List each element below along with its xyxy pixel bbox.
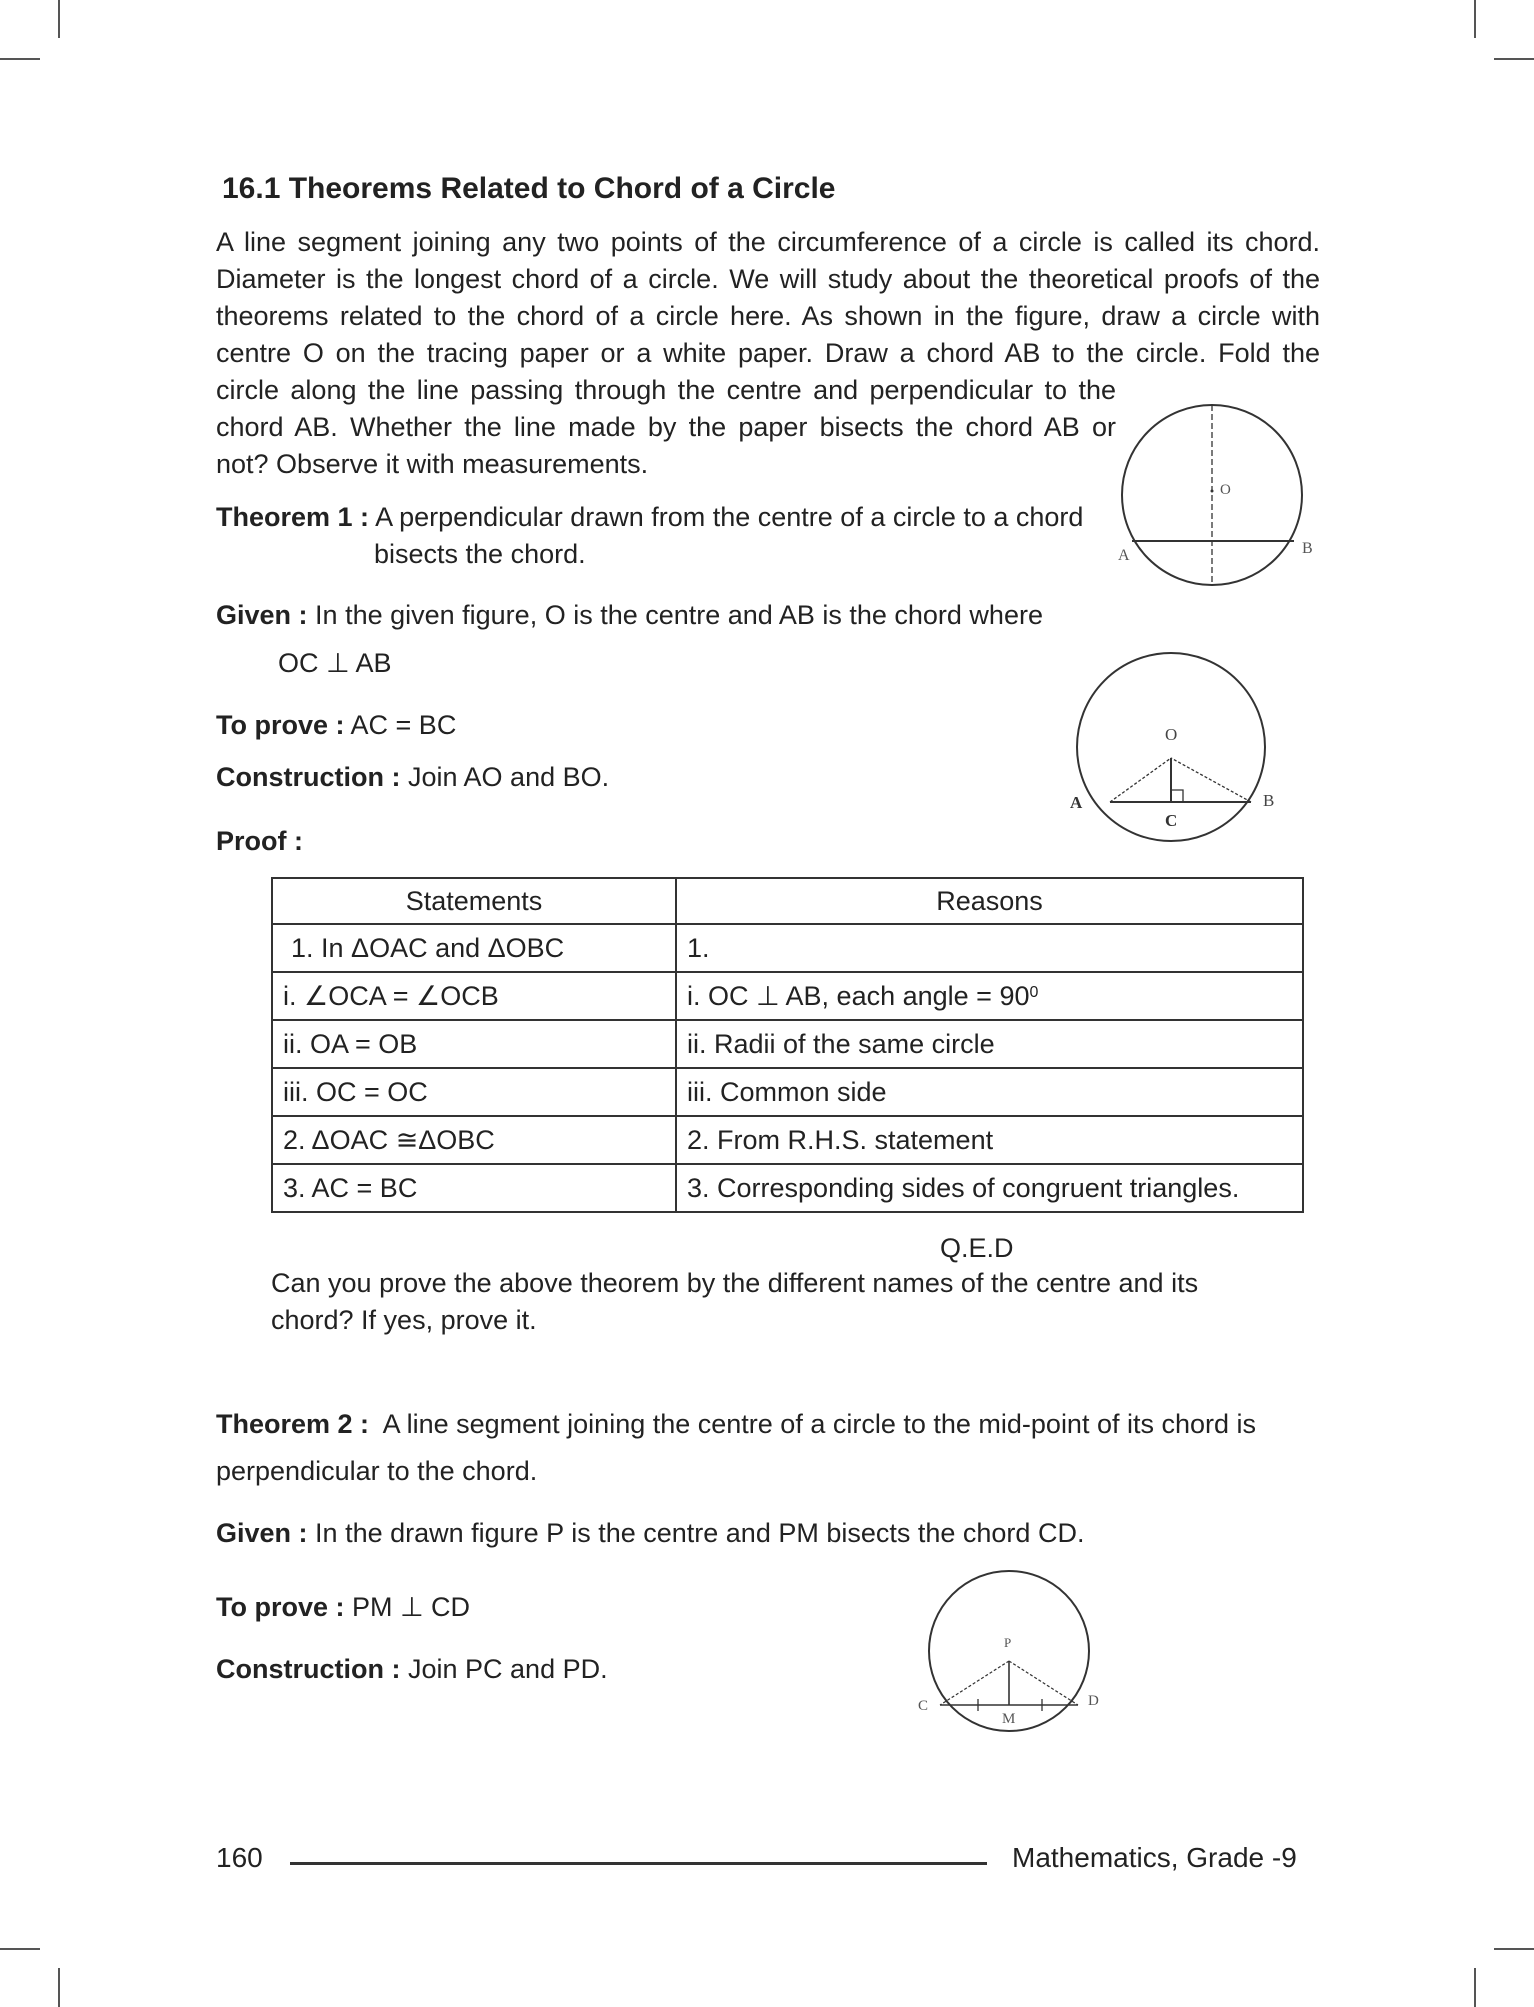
statement-cell: 2. ΔOAC ≅ΔOBC (272, 1116, 676, 1164)
table-header-row (272, 878, 1303, 924)
crop-mark (0, 58, 40, 60)
theorem1-text-line2: bisects the chord. (374, 539, 586, 569)
label-d: D (1088, 1693, 1099, 1709)
table-row (272, 924, 1303, 972)
label-b: B (1263, 791, 1275, 810)
statements-header: Statements (272, 878, 676, 924)
theorem1-construction (216, 762, 609, 793)
label-o: O (1220, 482, 1231, 498)
reason-cell: 1. (676, 924, 1303, 972)
intro-line: circle along the line passing through the centre and perpendicular to the (216, 375, 1116, 405)
intro-line: Diameter is the longest chord of a circle. We will study about the theoretical proofs of the (216, 264, 1320, 294)
theorem2-label: Theorem 2 : (216, 1409, 370, 1439)
crop-mark (0, 1948, 40, 1950)
theorem2-given (216, 1518, 1084, 1549)
section-heading: 16.1 Theorems Related to Chord of a Circle (222, 172, 836, 205)
theorem2-text-line2: perpendicular to the chord. (216, 1456, 538, 1486)
reason-cell: 2. From R.H.S. statement (676, 1116, 1303, 1164)
degree-superscript: 0 (1029, 983, 1039, 1001)
label-a: A (1070, 793, 1083, 812)
theorem1-label: Theorem 1 : (216, 502, 370, 532)
construction-text: Join PC and PD. (408, 1654, 608, 1684)
footer-rule (290, 1862, 987, 1865)
qed-label: Q.E.D (940, 1233, 1014, 1263)
to-prove-text: PM ⊥ CD (352, 1592, 471, 1622)
construction-text: Join AO and BO. (408, 762, 610, 792)
theorem2-construction (216, 1654, 608, 1685)
to-prove-label: To prove : (216, 1592, 345, 1622)
to-prove-label: To prove : (216, 710, 345, 740)
label-a: A (1118, 547, 1130, 564)
theorem2-to-prove (216, 1592, 470, 1623)
centre-point (1211, 490, 1214, 493)
table-row (272, 1116, 1303, 1164)
intro-line: A line segment joining any two points of the circumference of a circle is called its chord. (216, 227, 1320, 257)
crop-mark (1494, 58, 1534, 60)
proof-label: Proof : (216, 826, 303, 856)
reason-cell: iii. Common side (676, 1068, 1303, 1116)
proof-table (271, 877, 1304, 1213)
statement-cell: 3. AC = BC (272, 1164, 676, 1212)
crop-mark (58, 1968, 60, 2007)
crop-mark (1474, 1968, 1476, 2007)
intro-line: centre O on the tracing paper or a white paper. Draw a chord AB to the circle. Fold the (216, 338, 1320, 368)
intro-line: chord AB. Whether the line made by the paper bisects the chord AB or (216, 412, 1116, 442)
segment-pc (940, 1661, 1009, 1705)
reason-cell: 3. Corresponding sides of congruent triangles. (676, 1164, 1303, 1212)
given-label: Given : (216, 600, 308, 630)
theorem1-statement (216, 502, 1083, 533)
intro-line: theorems related to the chord of a circle here. As shown in the figure, draw a circle with (216, 301, 1320, 331)
given-line2: OC ⊥ AB (278, 648, 392, 678)
reason-cell (676, 972, 1303, 1020)
theorem2-text: A line segment joining the centre of a circle to the mid-point of its chord is (382, 1409, 1257, 1439)
crop-mark (1474, 0, 1476, 38)
given-text: In the drawn figure P is the centre and PM bisects the chord CD. (315, 1518, 1085, 1548)
construction-label: Construction : (216, 1654, 401, 1684)
theorem1-given (216, 600, 1043, 631)
theorem1-text: A perpendicular drawn from the centre of a circle to a chord (375, 502, 1084, 532)
label-p: P (1004, 1635, 1012, 1650)
question-line: Can you prove the above theorem by the different names of the centre and its (271, 1268, 1199, 1298)
label-o: O (1165, 725, 1178, 744)
table-row (272, 1020, 1303, 1068)
figure-theorem2 (910, 1565, 1110, 1745)
given-text: In the given figure, O is the centre and AB is the chord where (315, 600, 1043, 630)
construction-label: Construction : (216, 762, 401, 792)
table-row (272, 972, 1303, 1020)
statement-cell: iii. OC = OC (272, 1068, 676, 1116)
statement-cell: ii. OA = OB (272, 1020, 676, 1068)
theorem1-to-prove (216, 710, 456, 741)
reasons-header: Reasons (676, 878, 1303, 924)
crop-mark (1494, 1948, 1534, 1950)
table-row (272, 1068, 1303, 1116)
question-line: chord? If yes, prove it. (271, 1305, 537, 1335)
to-prove-text: AC = BC (350, 710, 457, 740)
table-row (272, 1164, 1303, 1212)
reason-text: i. OC ⊥ AB, each angle = 90 (687, 980, 1030, 1011)
statement-cell: 1. In ΔOAC and ΔOBC (272, 924, 676, 972)
statement-cell: i. ∠OCA = ∠OCB (272, 972, 676, 1020)
theorem2-statement (216, 1409, 1256, 1440)
figure-chord-fold (1100, 395, 1320, 605)
label-b: B (1302, 540, 1313, 557)
given-label: Given : (216, 1518, 308, 1548)
reason-cell: ii. Radii of the same circle (676, 1020, 1303, 1068)
right-angle-mark (1171, 790, 1183, 802)
circle-outline (929, 1571, 1089, 1731)
segment-pd (1009, 1661, 1078, 1705)
figure-theorem1 (1060, 640, 1300, 855)
intro-line: not? Observe it with measurements. (216, 449, 649, 479)
label-c: C (918, 1698, 929, 1714)
label-m: M (1002, 1711, 1016, 1727)
segment-ao (1110, 758, 1171, 802)
page-number: 160 (216, 1842, 263, 1873)
label-c: C (1165, 811, 1178, 830)
crop-mark (58, 0, 60, 38)
book-title: Mathematics, Grade -9 (1012, 1842, 1297, 1873)
